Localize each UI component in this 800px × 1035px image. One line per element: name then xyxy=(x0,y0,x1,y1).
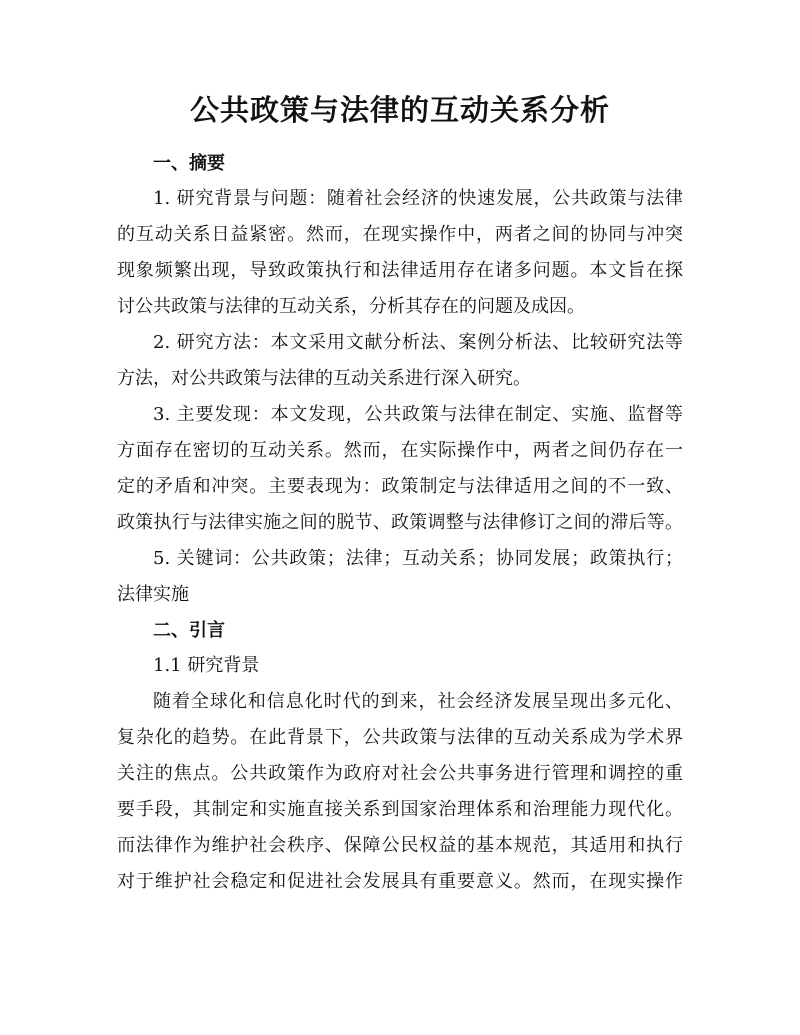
section-heading-abstract: 一、摘要 xyxy=(153,153,225,174)
paragraph-research-method xyxy=(117,325,683,397)
text-line: 随着全球化和信息化时代的到来，社会经济发展呈现出多元化、 xyxy=(153,691,683,712)
text-line: 关注的焦点。公共政策作为政府对社会公共事务进行管理和调控的重 xyxy=(117,763,683,784)
text-line: 5. 关键词：公共政策；法律；互动关系；协同发展；政策执行； xyxy=(153,548,683,569)
text-line: 而法律作为维护社会秩序、保障公民权益的基本规范，其适用和执行 xyxy=(117,835,683,856)
text-line: 对于维护社会稳定和促进社会发展具有重要意义。然而，在现实操作 xyxy=(117,871,683,892)
text-line: 要手段，其制定和实施直接关系到国家治理体系和治理能力现代化。 xyxy=(117,799,683,820)
text-line: 现象频繁出现，导致政策执行和法律适用存在诸多问题。本文旨在探 xyxy=(117,260,683,281)
paragraph-keywords xyxy=(117,541,683,613)
text-line: 1. 研究背景与问题：随着社会经济的快速发展，公共政策与法律 xyxy=(153,188,683,209)
text-line: 复杂化的趋势。在此背景下，公共政策与法律的互动关系成为学术界 xyxy=(117,727,683,748)
text-line: 2. 研究方法：本文采用文献分析法、案例分析法、比较研究法等 xyxy=(153,332,683,353)
text-line: 方法，对公共政策与法律的互动关系进行深入研究。 xyxy=(117,368,531,389)
text-line: 讨公共政策与法律的互动关系，分析其存在的问题及成因。 xyxy=(117,296,585,317)
document-title: 公共政策与法律的互动关系分析 xyxy=(189,93,610,127)
text-line: 3. 主要发现：本文发现，公共政策与法律在制定、实施、监督等 xyxy=(153,404,683,425)
text-line: 的互动关系日益紧密。然而，在现实操作中，两者之间的协同与冲突 xyxy=(117,224,683,245)
subsection-heading-research-background: 1.1 研究背景 xyxy=(153,655,260,676)
paragraph-introduction-background xyxy=(117,684,683,900)
section-heading-introduction: 二、引言 xyxy=(153,620,225,641)
text-line: 定的矛盾和冲突。主要表现为：政策制定与法律适用之间的不一致、 xyxy=(117,476,683,497)
paragraph-main-findings xyxy=(117,397,683,541)
text-line: 法律实施 xyxy=(117,584,189,605)
document-body xyxy=(117,146,683,900)
paragraph-research-background xyxy=(117,181,683,325)
text-line: 方面存在密切的互动关系。然而，在实际操作中，两者之间仍存在一 xyxy=(117,440,683,461)
text-line: 政策执行与法律实施之间的脱节、政策调整与法律修订之间的滞后等。 xyxy=(117,512,683,533)
